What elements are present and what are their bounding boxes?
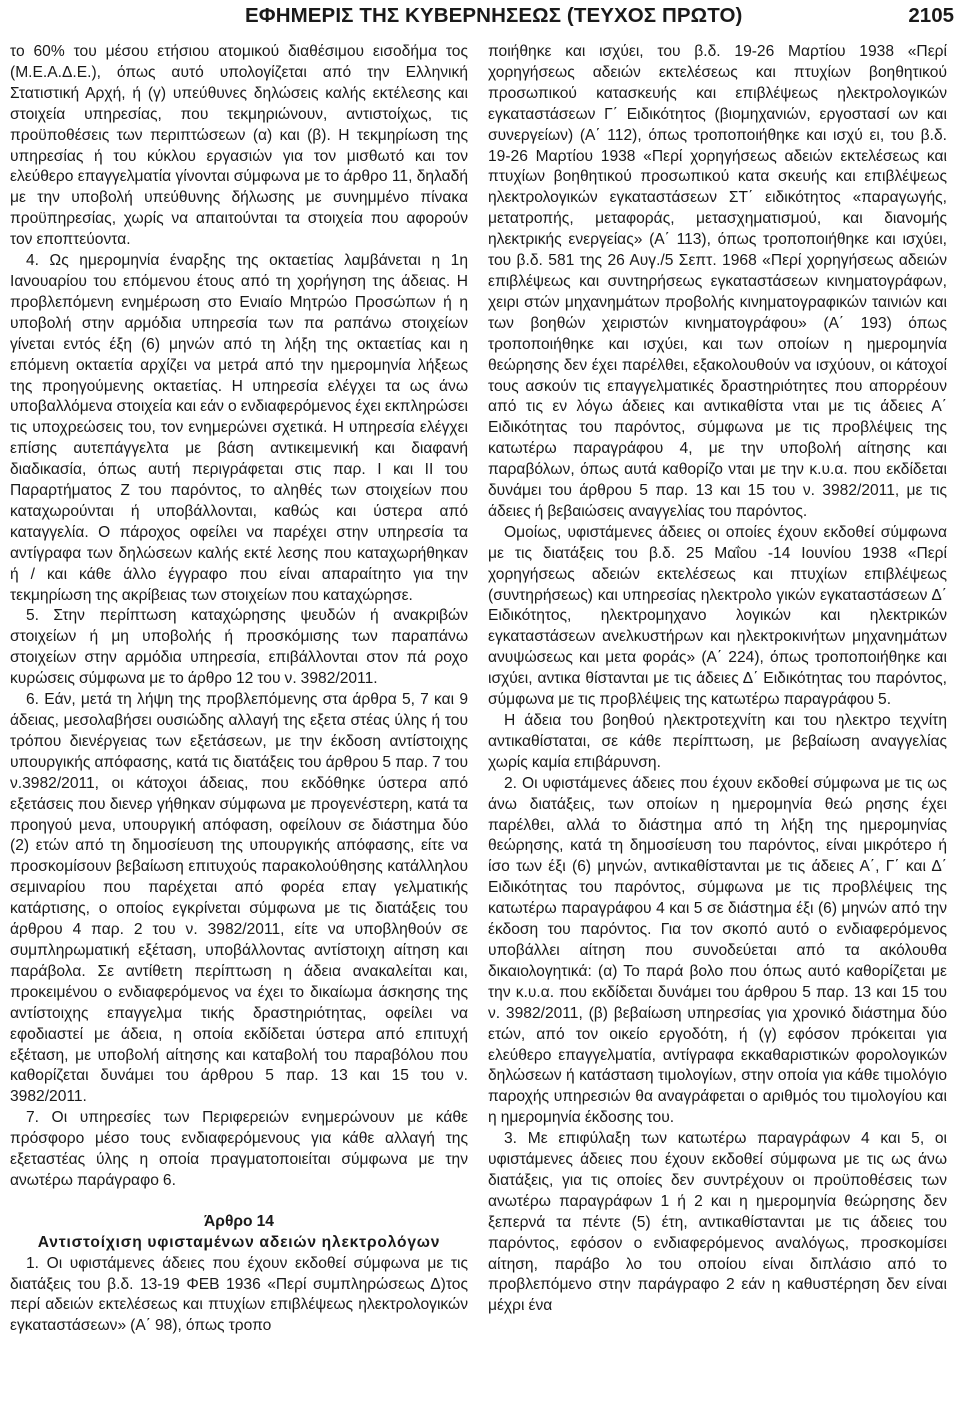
paragraph: Ομοίως, υφιστάμενες άδειες οι οποίες έχουν εκδοθεί σύμφωνα με τις διατάξεις του β.δ. 25 Μαΐου -14 Ιουνίου 1938 «Περί χορηγήσεως αδειών εκτελέσεως και πτυχίων επιβλέψεως (συντηρήσεως) και υπηρεσίας ηλεκτρολο γικών εγκαταστάσεων Δ΄ Ειδικότητος, ηλεκτρομηχανο λογικών και ηλεκτρικών εγκαταστάσεων ανελκυστήρων και ηλεκτροκινήτων μηχανημάτων ανυψώσεως και μετα φοράς» (Α΄ 224), όπως τροποποιήθηκε και ισχύει, αντικα θίστανται με τις άδειες Δ΄ Ειδικότητας του παρόντος, σύμφωνα με τις προβλέψεις της κατωτέρω παραγράφου 5. [488, 523, 947, 709]
article-title: Αντιστοίχιση υφισταμένων αδειών ηλεκτρολόγων [37, 1233, 441, 1251]
paragraph: 6. Εάν, μετά τη λήψη της προβλεπόμενης στα άρθρα 5, 7 και 9 άδειας, μεσολαβήσει ουσιώδης αλλαγή της εξετα στέας ύλης ή του τρόπου διενέργειας των εξετάσεων, με την έκδοση αντίστοιχης υπουργικής απόφασης, κατά τις διατάξεις του άρθρου 5 παρ. 7 του ν.3982/2011, οι κάτοχοι άδειας, που εκδόθηκε ύστερα από εξετάσεις που διενερ γήθηκαν σύμφωνα με προγενέστερη, κατά τα προηγού μενα, υπουργική απόφαση, οφείλουν σε διάστημα δύο (2) ετών από τη δημοσίευση της υπουργικής απόφασης, είτε να προσκομίσουν βεβαίωση επιτυχούς παρακολούθησης κατάλληλου σεμιναρίου που παρέχεται από φορέα επαγ γελματικής κατάρτισης, ο οποίος εγκρίνεται σύμφωνα με τις διατάξεις του άρθρου 4 παρ. 2 του ν. 3982/2011, είτε να υποβληθούν σε συμπληρωματική εξέταση, υποβάλλοντας αντίστοιχη αίτηση και παράβολα. Σε αντίθετη περίπτωση η άδεια ανακαλείται και, προκειμένου ο ενδιαφερόμενος να έχει το δικαίωμα άσκησης της αντίστοιχης επαγγελμα τικής δραστηριότητας, οφείλει να εφοδιαστεί με άδεια, η οποία εκδίδεται ύστερα από επιτυχή εξέταση, με υποβολή αίτησης και καταβολή του παραβόλου που καθορίζεται δυνάμει του άρθρου 5 παρ. 13 και 15 του ν. 3982/2011. [10, 691, 468, 1106]
paragraph: 1. Οι υφιστάμενες άδειες που έχουν εκδοθεί σύμφωνα με τις διατάξεις του β.δ. 13-19 ΦΕΒ 1936 «Περί συμπληρώσεως Δ)τος περί αδειών εκτελέσεως και πτυχίων επιβλέψεως ηλεκτρολογικών εγκαταστάσεων» (Α΄ 98), όπως τροπο [10, 1254, 468, 1335]
page-number: 2105 [908, 4, 954, 27]
gazette-title: ΕΦΗΜΕΡΙΣ ΤΗΣ ΚΥΒΕΡΝΗΣΕΩΣ (ΤΕΥΧΟΣ ΠΡΩΤΟ) [245, 4, 743, 27]
article-number: Άρθρο 14 [204, 1212, 274, 1230]
paragraph: ποιήθηκε και ισχύει, του β.δ. 19-26 Μαρτίου 1938 «Περί χορηγήσεως αδειών εκτελέσεως και πτυχίων βοηθητικού προσωπικού κατασκευής και επιβλέψεως ηλεκτρολογικών εγκαταστάσεων Γ΄ Ειδικότητος (βιομηχανιών, εργοστασί ων και συνεργείων) (Α΄ 112), όπως τροποποιήθηκε και ισχύ ει, του β.δ. 19-26 Μαρτίου 1938 «Περί χορηγήσεως αδειών εκτελέσεως και πτυχίων βοηθητικού προσωπικού κατα σκευής και επιβλέψεως ηλεκτρολογικών εγκαταστάσεων ΣΤ΄ ειδικότητος «παραγωγής, μετατροπής, μεταφοράς, μετασχηματισμού, και διανομής ηλεκτρικής ενεργείας» (Α΄ 113), όπως τροποποιήθηκε και ισχύει, του β.δ. 581 της 26 Αυγ./5 Σεπτ. 1968 «Περί χορηγήσεως αδειών επιβλέψεως και συντηρήσεως εγκαταστάσεων κινηματογράφων, χειρι στών μηχανημάτων προβολής κινηματογραφικών ταινιών και των βοηθών χειριστών κινηματογράφου» (Α΄ 193) όπως τροποποιήθηκε και ισχύει, και των οποίων η ημερομηνία θεώρησης δεν έχει παρέλθει, εξακολουθούν να ισχύουν, οι κάτοχοί τους ασκούν τις επαγγελματικές δραστηριότητες που απορρέουν από τις εν λόγω άδειες και αντικαθίστα νται με τις άδειες Α΄ Ειδικότητας του παρόντος, σύμφωνα με τις προβλέψεις της κατωτέρω παραγράφου 4, με την υποβολή αίτησης και παραβόλων, όπως αυτά καθορίζο νται με την κ.υ.α. που εκδίδεται δυνάμει του άρθρου 5 παρ. 13 και 15 του ν. 3982/2011, με τις άδειες ή βεβαιώσεις αναγγελίας του παρόντος. [488, 43, 947, 520]
left-column [10, 42, 468, 1337]
spacer [10, 1192, 468, 1212]
paragraph: Η άδεια του βοηθού ηλεκτροτεχνίτη και του ηλεκτρο τεχνίτη αντικαθίσταται, σε κάθε περίπτωση, με βεβαίωση αναγγελίας χωρίς καμία επιβάρυνση. [488, 712, 947, 771]
paragraph: 7. Οι υπηρεσίες των Περιφερειών ενημερώνουν με κάθε πρόσφορο μέσο τους ενδιαφερόμενους για κάθε αλλαγή της εξεταστέας ύλης η οποία πραγματοποιείται σύμφωνα με την ανωτέρω παράγραφο 6. [10, 1109, 468, 1189]
page-header [0, 0, 960, 34]
paragraph: 5. Στην περίπτωση καταχώρησης ψευδών ή ανακριβών στοιχείων ή μη υποβολής ή προσκόμισης των παραπάνω στοιχείων στην αρμόδια υπηρεσία, επιβάλλονται στον πά ροχο κυρώσεις σύμφωνα με το άρθρο 12 του ν. 3982/2011. [10, 607, 468, 688]
paragraph: 4. Ως ημερομηνία έναρξης της οκταετίας λαμβάνεται η 1η Ιανουαρίου του επόμενου έτους από τη χορήγηση της άδειας. Η προβλεπόμενη ενημέρωση στο Ενιαίο Μητρώο Προσώπων ή η υποβολή στην αρμόδια υπηρεσία των πα ραπάνω στοιχείων γίνεται εντός έξη (6) μηνών από τη λήξη της οκταετίας και η επόμενη οκταετία αρχίζει να μετρά από την ημερομηνία λήξεως της προηγούμενης οκταετίας. Η υπηρεσία ελέγχει τα ως άνω υποβαλλόμενα στοιχεία και εάν ο ενδιαφερόμενος έχει εκπληρώσει τις υποχρεώσεις του, τον ενημερώνει σχετικά. Η υπηρεσία ελέγχει επίσης αυτεπάγγελτα με βάση αντικειμενική και διαφανή διαδικασία, όπως αυτή περιγράφεται στις παρ. Ι και ΙΙ του Παραρτήματος Ζ του παρόντος, το αληθές των στοιχείων που καταχωρούνται ή υποβάλλονται, καθώς και ύστερα από καταγγελία. Ο πάροχος οφείλει να παρέχει στην υπηρεσία τα αντίγραφα των δηλώσεων καλής εκτέ λεσης που καταχωρήθηκαν ή / και κάθε άλλο έγγραφο που είναι απαραίτητο για την τεκμηρίωση της ακρίβειας των στοιχείων που καταχώρησε. [10, 252, 468, 604]
paragraph: 2. Οι υφιστάμενες άδειες που έχουν εκδοθεί σύμφωνα με τις ως άνω διατάξεις, των οποίων η ημερομηνία θεώ ρησης έχει παρέλθει, αλλά το διάστημα από τη λήξη της ημερομηνίας θεώρησης, κατά τη δημοσίευση του παρόντος, είναι μικρότερο ή ίσο των έξι (6) μηνών, αντικαθίστανται με τις άδειες Α΄, Γ΄ και Δ΄ Ειδικότητας του παρόντος, σύμφωνα με τις προβλέψεις της κατωτέρω παραγράφου 4 και 5 σε διάστημα έξι (6) μηνών από την έκδοση του παρόντος. Για τον σκοπό αυτό ο ενδιαφερόμενος υποβάλλει αίτηση που συνοδεύεται από τα ακόλουθα δικαιολογητικά: (α) Το παρά βολο που όπως αυτό καθορίζεται με την κ.υ.α. που εκδίδεται δυνάμει του άρθρου 5 παρ. 13 και 15 του ν. 3982/2011, (β) βεβαίωση υπηρεσίας για χρονικό διάστημα δύο ετών, από τον οικείο εργοδότη, ή (γ) εφόσον πρόκειται για ελεύθερο επαγγελματία, αντίγραφα εκκαθαριστικών φορολογικών δηλώσεων ή κατάσταση τιμολογίων, στην οποία για κάθε τιμολόγιο παροχής υπηρεσιών θα αναγράφεται ο αριθμός του τιμολογίου και η ημερομηνία έκδοσης του. [488, 774, 947, 1127]
right-column [488, 42, 947, 1317]
paragraph: το 60% του μέσου ετήσιου ατομικού διαθέσιμου εισοδήμα τος (Μ.Ε.Α.Δ.Ε.), όπως αυτό υπολογίζεται από την Ελληνική Στατιστική Αρχή, ή (γ) υπεύθυνες δηλώσεις καλής εκτέλεσης και στοιχεία υπηρεσίας, που τεκμηριώνουν, αντιστοίχως, τις προϋποθέσεις των περιπτώσεων (α) και (β). Η τεκμηρίωση της υπηρεσίας ή του κύκλου εργασιών για τον μισθωτό και τον ελεύθερο επαγγελματία γίνονται σύμφωνα με το άρθρο 11, δηλαδή με την υποβολή υπεύθυνης δήλωσης με συνημμένο πίνακα προϋπηρεσίας, χωρίς να απαιτούνται τα στοιχεία που αφορούν τον εποπτεύοντα. [10, 43, 468, 249]
paragraph: 3. Με επιφύλαξη των κατωτέρω παραγράφων 4 και 5, οι υφιστάμενες άδειες που έχουν εκδοθεί σύμφωνα με τις ως άνω διατάξεις, για τις οποίες δεν συντρέχουν οι προϋποθέσεις των ανωτέρω παραγράφων 1 ή 2 και η ημερομηνία θεώρησης δεν ξεπερνά τα πέντε (5) έτη, αντικαθίστανται με τις άδειες του παρόντος, εφόσον ο ενδιαφερόμενος αναλόγως, προσκομίσει αίτηση, παράβο λο του οποίου είναι διπλάσιο από το προβλεπόμενο στην παράγραφο 2 εάν η καθυστέρηση δεν είναι μέχρι ένα [488, 1130, 947, 1315]
